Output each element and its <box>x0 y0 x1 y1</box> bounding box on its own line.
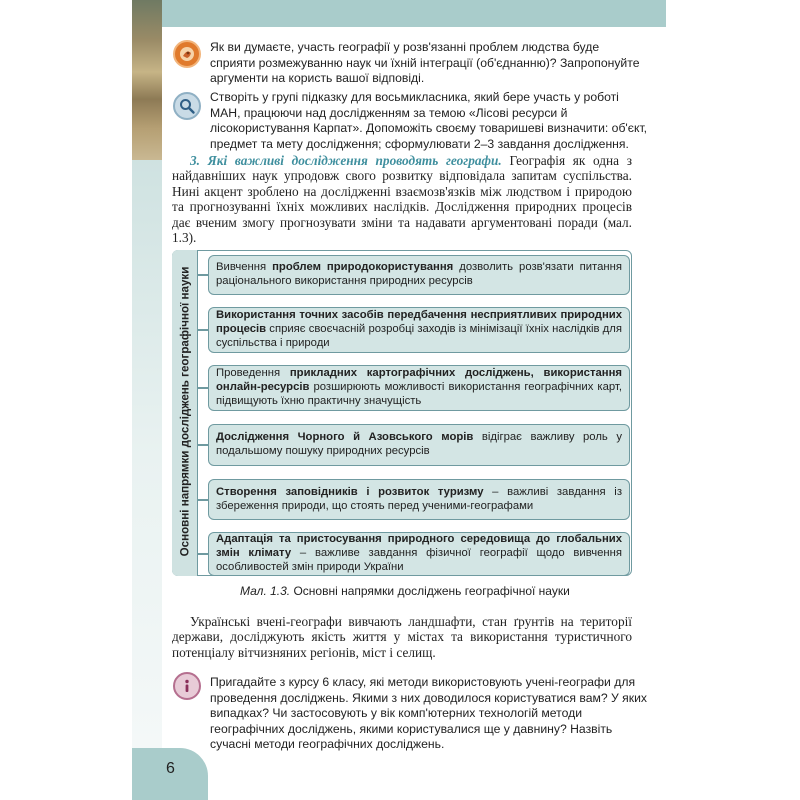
diagram-connector <box>198 553 208 555</box>
box-bold-text: проблем природокористування <box>272 261 454 274</box>
box-text: – важливе завдання фізичної географії щодо вивчення особливостей змін природи України <box>216 547 622 573</box>
figure-caption-text: Основні напрямки досліджень географічної науки <box>290 584 570 598</box>
box-bold-text: Використання точних засобів передбачення несприятливих природних процесів <box>216 309 622 336</box>
magnifier-icon <box>173 92 201 120</box>
section-3-paragraph <box>172 153 632 245</box>
page-number: 6 <box>166 760 175 777</box>
task-question-2: Створіть у групі підказку для восьмикласника, який бере участь у роботі МАН, працюючи над дослідженням за темою «Лісові ресурси й лісокористування Карпат». Допоможіть своєму товаришеві визначити: об'єкт, предмет та мету дослідження; сформулювати 2–3 завдання дослідження. <box>210 90 648 151</box>
box-text: відіграє важливу роль у подальшому пошуку природних ресурсів <box>216 431 622 457</box>
thinking-head-icon <box>173 40 201 68</box>
diagram-connector <box>198 329 208 331</box>
box-text: – важливі завдання із збереження природи, що стоять перед ученими-географами <box>216 485 622 512</box>
box-bold-text: Адаптація та пристосування природного середовища до глобальних змін клімату <box>216 533 622 560</box>
diagram-box-cartography <box>208 365 630 411</box>
head-glyph <box>178 45 196 63</box>
diagram-connector <box>198 274 208 276</box>
box-text: сприяє своєчасній розробці заходів із мінімізації їхніх наслідків для суспільства і природи <box>216 323 622 349</box>
top-header-band <box>162 0 666 27</box>
box-bold-text: Створення заповідників і розвиток туризму <box>216 485 484 498</box>
box-text: розширюють можливості використання географічних карт, підвищують їхню практичну значущість <box>216 381 622 407</box>
figure-caption-label: Мал. 1.3. <box>240 584 291 598</box>
box-text: Вивчення <box>216 261 273 274</box>
diagram-connector <box>198 387 208 389</box>
section-3-body: Географія як одна з найдавніших наук упродовж свого розвитку відповідала запитам суспільства. Нині акцент зроблено на дослідженні взаємозв'язків між людством і природою та прогнозуванні їхніх можливих наслідків. Дослідження природних процесів дає вченим змогу прогнозувати зміни та надавати аргументовані поради (мал. 1.3). <box>172 153 632 246</box>
box-text: дозволить розв'язати питання раціонального використання природних ресурсів <box>216 261 622 287</box>
side-photo-strip <box>132 0 162 160</box>
diagram-box-seas <box>208 424 630 466</box>
info-glyph <box>178 677 196 695</box>
info-icon <box>173 672 201 700</box>
diagram-vertical-label: Основні напрямки досліджень географічної науки <box>178 266 192 557</box>
geographers-paragraph: Українські вчені-географи вивчають ландшафти, стан ґрунтів на території держави, досліджують якість життя у містах та використання туристичного потенціалу вітчизняних регіонів, міст і селищ. <box>172 614 632 660</box>
section-3-heading: 3. Які важливі дослідження проводять географи. <box>190 153 502 168</box>
box-bold-text: Дослідження Чорного й Азовського морів <box>216 431 474 444</box>
diagram-box-reserves-tourism <box>208 479 630 520</box>
side-gradient-strip <box>132 160 162 750</box>
magnifier-glyph <box>178 97 196 115</box>
diagram-connector <box>198 444 208 446</box>
figure-caption <box>240 584 570 598</box>
research-directions-diagram <box>172 250 632 576</box>
box-text: Проведення <box>216 367 290 380</box>
diagram-connector <box>198 499 208 501</box>
diagram-box-nature-use <box>208 255 630 295</box>
diagram-box-climate <box>208 532 630 576</box>
diagram-box-forecasting <box>208 307 630 353</box>
task-question-1: Як ви думаєте, участь географії у розв'язанні проблем людства буде сприяти розмежуванню наук чи їхній інтеграції (об'єднанню)? Запропонуйте аргументи на користь вашої відповіді. <box>210 40 640 86</box>
task-question-3: Пригадайте з курсу 6 класу, які методи використовують учені-географи для проведення досліджень. Якими з них доводилося користуватися вам? У яких випадках? Чи застосовують у вік комп'ютерних технологій методи географічних досліджень, якими користувалися ще у давнину? Назвіть сучасні методи географічних досліджень. <box>210 675 647 752</box>
box-bold-text: прикладних картографічних досліджень, використання онлайн-ресурсів <box>216 367 622 394</box>
